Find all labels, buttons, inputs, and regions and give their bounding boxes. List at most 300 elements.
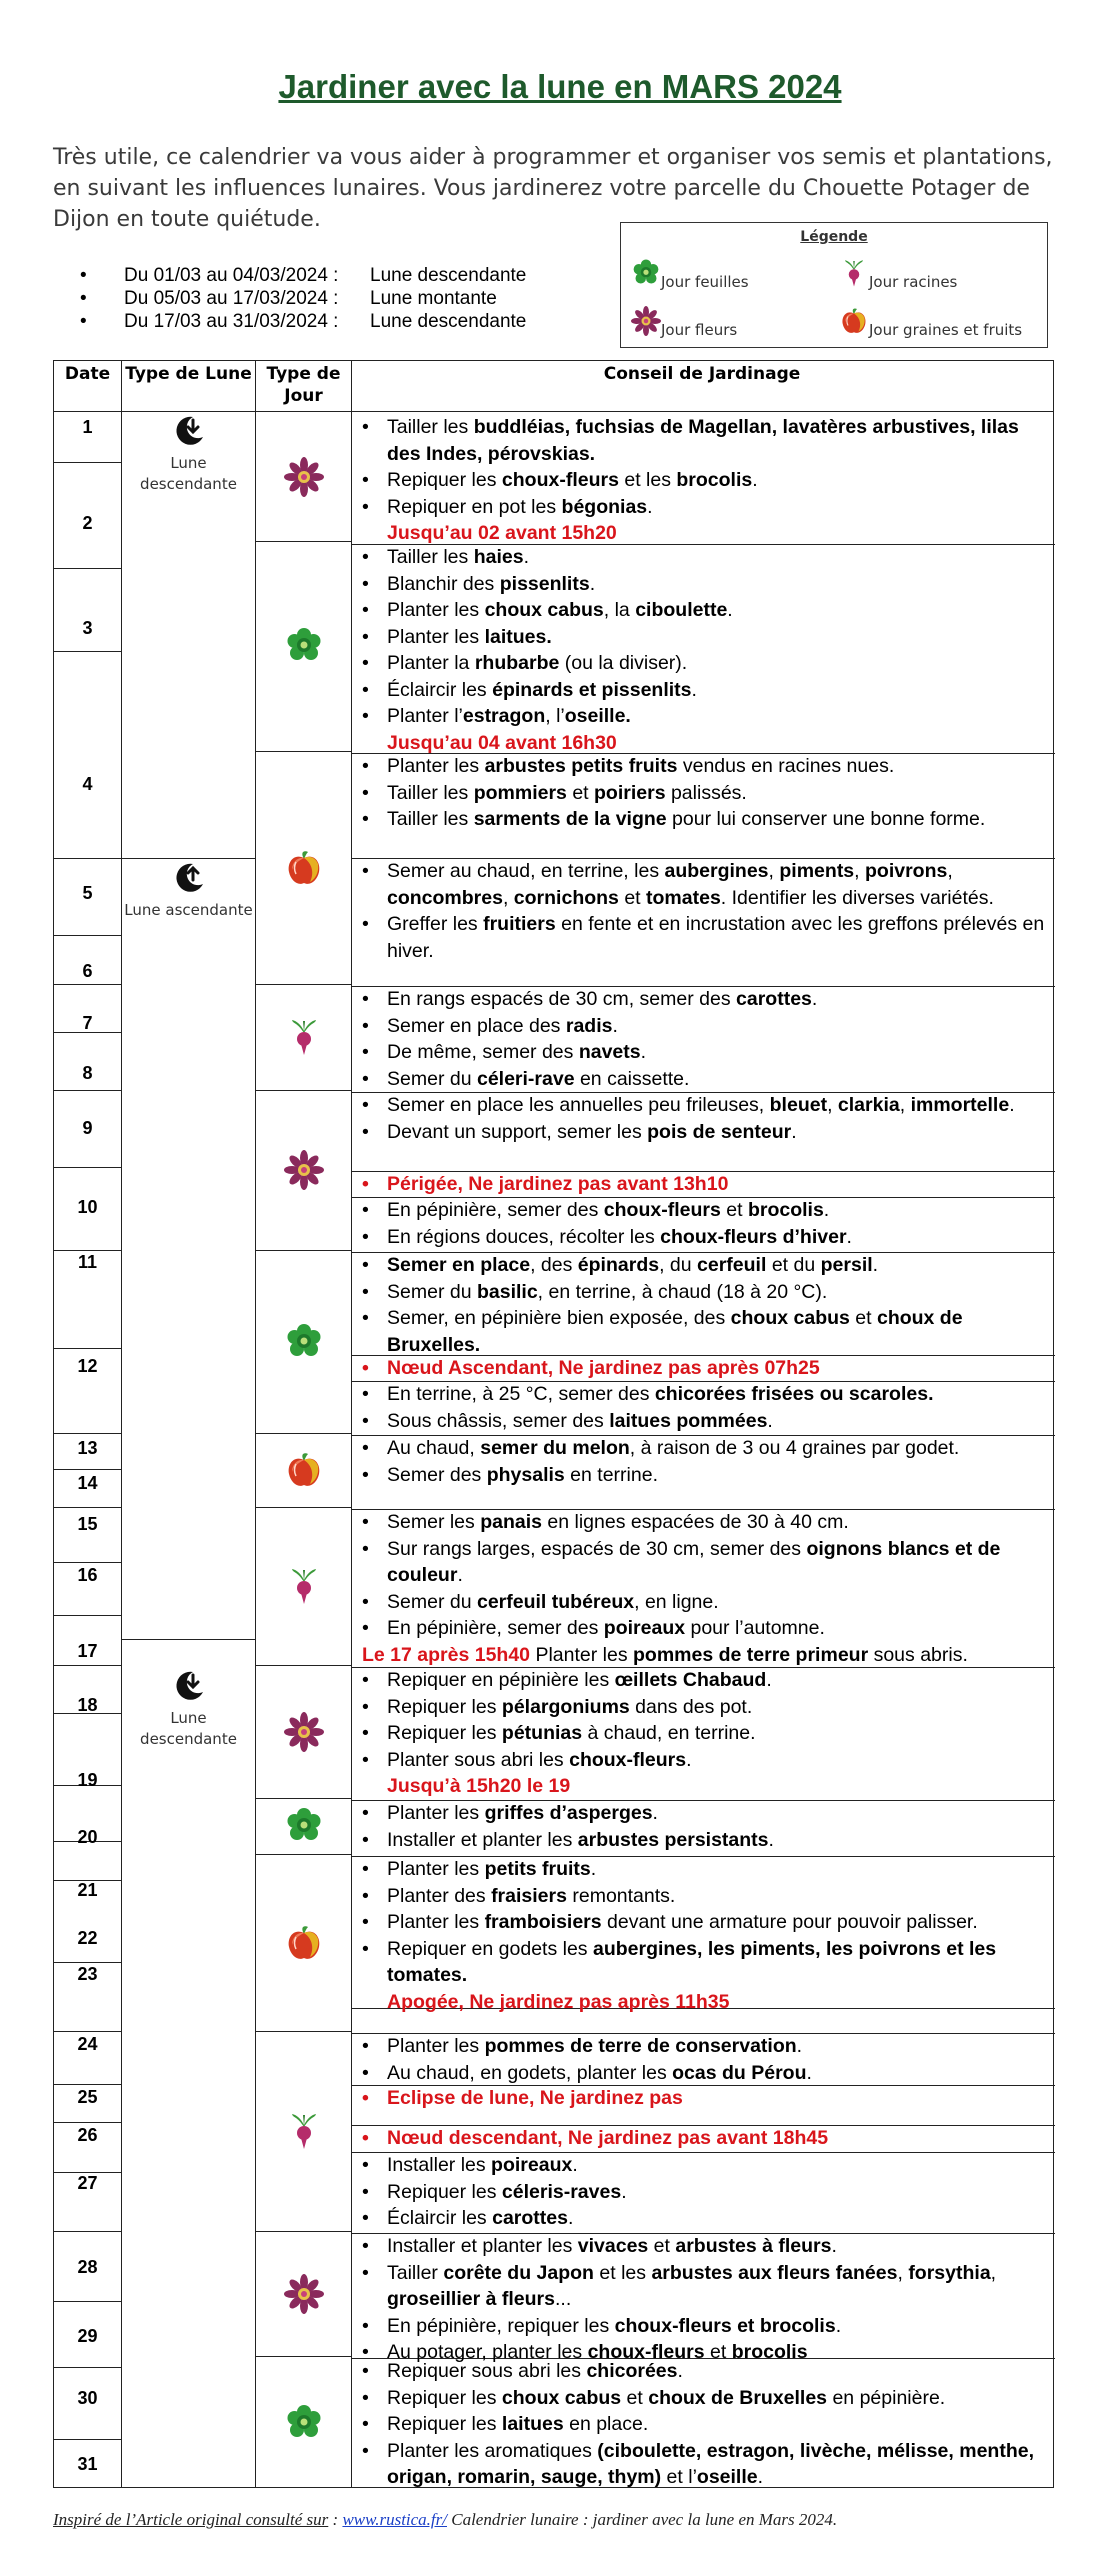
advice-text: et du <box>766 1254 821 1276</box>
advice-text: , <box>899 1094 911 1116</box>
fruit-day-icon <box>839 306 869 336</box>
date-cell: 1 <box>82 417 93 437</box>
advice-emphasis: épinards <box>577 1254 660 1276</box>
row-divider <box>54 1665 121 1666</box>
advice-item <box>354 1509 1048 1536</box>
advice-text: en pépinière. <box>827 2386 946 2409</box>
root-day-icon <box>284 1017 324 1057</box>
advice-item <box>354 1720 1048 1747</box>
row-divider <box>54 1348 121 1349</box>
advice-emphasis: brocolis <box>747 1199 824 1221</box>
advice-emphasis: physalis <box>486 1463 565 1486</box>
header-moon-type: Type de Lune <box>125 364 252 384</box>
advice-text: . <box>589 572 596 595</box>
row-divider <box>54 2084 121 2085</box>
advice-text: . <box>612 1014 618 1037</box>
advice-text: . <box>766 1669 772 1691</box>
moon-cell <box>122 411 255 495</box>
date-cell: 21 <box>77 1880 98 1900</box>
advice-text: Repiquer en godets les <box>387 1937 593 1960</box>
advice-emphasis: cerfeuil <box>697 1254 767 1276</box>
advice-text: Blanchir des <box>387 572 500 595</box>
advice-cell <box>354 1092 1048 1145</box>
advice-emphasis: pommes de terre primeur <box>633 1643 869 1666</box>
day-type-cell <box>256 412 351 541</box>
advice-text: En rangs espacés de 30 cm, semer des <box>387 988 737 1010</box>
advice-emphasis: piments <box>779 860 855 882</box>
advice-item <box>354 677 1048 704</box>
row-divider <box>54 1167 121 1168</box>
advice-cell <box>354 1667 1048 1800</box>
advice-text: . <box>767 1409 773 1432</box>
advice-emphasis: brocolis <box>676 469 753 491</box>
flower-day-icon <box>631 306 661 336</box>
advice-text: Installer les <box>387 2154 492 2176</box>
advice-text: . <box>1009 1094 1015 1116</box>
advice-emphasis: bégonias <box>561 495 648 518</box>
advice-emphasis: oignons blancs et de couleur <box>387 1537 1001 1586</box>
advice-emphasis: fraisiers <box>491 1884 567 1907</box>
moon-label: Lune ascendante <box>124 901 253 919</box>
advice-cell <box>354 1856 1048 2015</box>
advice-text: , <box>502 886 514 909</box>
header-date: Date <box>64 364 111 384</box>
advice-emphasis: arbustes à fleurs <box>675 2235 832 2257</box>
advice-emphasis: pétunias <box>501 1722 583 1744</box>
advice-item <box>354 1909 1048 1936</box>
fruit-day-icon <box>284 1923 324 1963</box>
column-divider <box>351 361 352 2487</box>
advice-item <box>354 544 1048 571</box>
advice-item <box>354 1936 1048 1989</box>
advice-emphasis: buddléias, fuchsias de Magellan, lavatères arbustives, lilas des Indes, pérovskias. <box>387 416 1019 465</box>
advice-cell <box>354 2085 1048 2112</box>
row-divider <box>54 858 121 859</box>
advice-emphasis: basilic <box>476 1280 538 1303</box>
advice-emphasis: poireaux <box>603 1617 686 1639</box>
row-divider <box>54 1090 121 1091</box>
date-cell: 3 <box>82 618 93 638</box>
advice-emphasis: navets <box>578 1041 641 1063</box>
advice-text: . <box>572 2154 578 2176</box>
day-type-cell <box>256 751 351 984</box>
advice-item <box>354 1667 1048 1694</box>
advice-emphasis: estragon <box>462 705 546 727</box>
date-cell: 31 <box>77 2454 98 2474</box>
row-divider <box>54 2231 121 2232</box>
advice-item <box>354 2411 1048 2438</box>
date-cell: 5 <box>82 883 93 903</box>
advice-text: . <box>647 495 653 518</box>
advice-item <box>354 494 1048 521</box>
advice-emphasis: poireaux <box>491 2154 573 2176</box>
fruit-day-icon <box>284 1450 324 1490</box>
date-cell: 28 <box>77 2257 98 2277</box>
advice-emphasis: choux de Bruxelles. <box>387 1307 963 1356</box>
descending-moon-icon <box>169 411 209 451</box>
advice-text: Sur rangs larges, espacés de 30 cm, semer des <box>387 1537 807 1560</box>
advice-text: Semer du <box>387 1280 477 1303</box>
warning-note: • Nœud descendant, Ne jardinez pas avant 18h45 <box>354 2125 1048 2152</box>
moon-periods-list <box>80 264 526 333</box>
legend-box <box>620 222 1048 348</box>
advice-item <box>354 1589 1048 1616</box>
descending-moon-icon <box>169 1666 209 1706</box>
advice-item <box>354 2233 1048 2260</box>
advice-text: . <box>652 1802 658 1824</box>
advice-text: Planter sous abri les <box>387 1748 570 1771</box>
advice-text: Repiquer les <box>387 2386 502 2409</box>
advice-emphasis: cerfeuil tubéreux <box>476 1590 635 1613</box>
advice-text: Installer et planter les <box>387 1828 578 1851</box>
advice-emphasis: (ciboulette, estragon, livèche, mélisse, menthe, origan, romarin, sauge, thym) <box>387 2439 1035 2488</box>
advice-text: Planter des <box>387 1884 492 1907</box>
note-text: Le 17 après 15h40 <box>362 1643 531 1666</box>
advice-emphasis: laitues pommées <box>609 1409 768 1432</box>
advice-text: Installer et planter les <box>387 2235 578 2257</box>
footer-article-title: Calendrier lunaire : jardiner avec la lune en Mars 2024. <box>447 2510 838 2529</box>
advice-item <box>354 1197 1048 1224</box>
period-item <box>80 287 526 310</box>
date-cell: 27 <box>77 2173 98 2193</box>
advice-text: et l’ <box>661 2466 697 2488</box>
legend-leaf-day <box>631 255 749 291</box>
advice-text: . <box>752 469 758 491</box>
advice-text: . <box>523 546 529 568</box>
advice-text: et <box>621 2386 649 2409</box>
advice-emphasis: ocas du Pérou <box>672 2061 807 2084</box>
advice-item <box>354 1092 1048 1119</box>
moon-cell <box>122 1666 255 1750</box>
advice-text: en place. <box>563 2413 649 2435</box>
day-type-cell <box>256 2031 351 2231</box>
advice-emphasis: choux-fleurs <box>603 1199 721 1221</box>
advice-text: et <box>704 2341 732 2363</box>
flower-day-icon <box>284 1712 324 1752</box>
leaf-day-icon <box>284 1806 324 1846</box>
advice-text: . Identifier les diverses variétés. <box>720 886 994 909</box>
flower-day-icon <box>284 457 324 497</box>
warning-note: • Nœud Ascendant, Ne jardinez pas après 07h25 <box>354 1355 1048 1382</box>
moon-label: Lune descendante <box>140 1709 237 1748</box>
column-divider <box>121 361 122 2487</box>
advice-text: Au chaud, en godets, planter les <box>387 2061 673 2084</box>
period-dates: Du 01/03 au 04/03/2024 : <box>124 265 339 286</box>
advice-text: ... <box>555 2288 572 2310</box>
legend-flower-label: Jour fleurs <box>661 321 738 339</box>
advice-cell <box>354 1197 1048 1250</box>
advice-item <box>354 1856 1048 1883</box>
advice-item <box>354 911 1048 964</box>
advice-text: . <box>831 2235 837 2257</box>
row-divider <box>54 1562 121 1563</box>
note-text: Jusqu’au 04 avant 16h30 <box>387 731 617 754</box>
advice-emphasis: fruitiers <box>483 913 556 935</box>
moon-cell <box>122 858 255 921</box>
advice-text: . <box>768 1828 774 1851</box>
advice-item <box>354 1381 1048 1408</box>
date-cell: 22 <box>77 1928 98 1948</box>
advice-text: Sous châssis, semer des <box>387 1409 610 1432</box>
advice-emphasis: persil <box>820 1254 873 1276</box>
advice-emphasis: chicorées <box>586 2360 678 2382</box>
advice-cell <box>354 2152 1048 2232</box>
advice-text: Repiquer les <box>387 1722 502 1744</box>
advice-emphasis: arbustes aux fleurs fanées <box>651 2261 898 2284</box>
advice-item <box>354 1883 1048 1910</box>
advice-cell <box>354 858 1048 964</box>
advice-emphasis: clarkia <box>837 1094 900 1116</box>
advice-text: Planter l’ <box>387 705 463 727</box>
advice-text: dans des pot. <box>629 1695 753 1718</box>
advice-emphasis: immortelle <box>910 1094 1010 1116</box>
advice-text: Tailler les <box>387 546 474 568</box>
advice-text: En pépinière, semer des <box>387 1617 604 1639</box>
advice-item <box>354 414 1048 467</box>
advice-text: et <box>648 2235 676 2257</box>
advice-item <box>354 1039 1048 1066</box>
period-dates: Du 05/03 au 17/03/2024 : <box>124 288 339 309</box>
advice-emphasis: corête du Japon <box>443 2261 594 2284</box>
advice-text: Repiquer sous abri les <box>387 2360 587 2382</box>
advice-item <box>354 1066 1048 1093</box>
advice-text: et les <box>593 2261 652 2284</box>
advice-text: . <box>727 599 733 621</box>
advice-item <box>354 1536 1048 1589</box>
advice-text: . <box>791 1120 797 1143</box>
advice-emphasis: choux-fleurs et brocolis <box>614 2314 836 2337</box>
advice-emphasis: arbustes persistants <box>577 1828 769 1851</box>
advice-emphasis: choux cabus <box>501 2386 622 2409</box>
row-divider <box>54 984 121 985</box>
advice-emphasis: œillets Chabaud <box>614 1669 767 1691</box>
date-cell: 19 <box>77 1770 98 1790</box>
advice-text: pour l’automne. <box>685 1617 825 1639</box>
advice-emphasis: poivrons <box>865 860 948 882</box>
leaf-day-icon <box>631 258 661 288</box>
advice-text: Devant un support, semer les <box>387 1120 648 1143</box>
advice-emphasis: ciboulette <box>635 599 728 621</box>
advice-text: . <box>872 1254 879 1276</box>
advice-text: Éclaircir les <box>387 2207 493 2229</box>
row-divider <box>54 1250 121 1251</box>
advice-emphasis: choux-fleurs <box>569 1748 687 1771</box>
advice-text: Tailler les <box>387 416 474 438</box>
advice-item <box>354 753 1048 780</box>
advice-text: Planter les <box>387 2035 485 2057</box>
advice-item <box>354 2313 1048 2340</box>
advice-item <box>354 597 1048 624</box>
advice-emphasis: oseille. <box>564 705 631 727</box>
advice-item <box>354 1252 1048 1279</box>
date-cell: 11 <box>77 1252 98 1272</box>
advice-emphasis: griffes d’asperges <box>484 1802 653 1824</box>
date-cell: 13 <box>77 1438 98 1458</box>
date-cell: 2 <box>82 513 93 533</box>
advice-item <box>354 1800 1048 1827</box>
day-type-cell <box>256 1798 351 1854</box>
advice-emphasis: épinards et pissenlits <box>492 678 692 701</box>
day-type-cell <box>256 1250 351 1433</box>
advice-cell <box>354 1171 1048 1198</box>
advice-item <box>354 2358 1048 2385</box>
calendar-table <box>53 360 1054 2488</box>
header-day-type: Type de Jour <box>266 364 341 406</box>
period-item <box>80 264 526 287</box>
date-cell: 16 <box>77 1565 98 1585</box>
advice-emphasis: semer du melon <box>480 1437 630 1459</box>
advice-text: En terrine, à 25 °C, semer des <box>387 1383 655 1405</box>
advice-text: Semer en place des <box>387 1014 566 1037</box>
advice-emphasis: aubergines <box>664 860 769 882</box>
advice-item <box>354 624 1048 651</box>
advice-text: , des <box>530 1254 578 1276</box>
date-cell: 29 <box>77 2326 98 2346</box>
advice-text: sous abris. <box>868 1643 968 1666</box>
advice-text: , l’ <box>545 705 565 727</box>
advice-item <box>354 1435 1048 1462</box>
intro-text: Très utile, ce calendrier va vous aider à programmer et organiser vos semis et plantations, en suivant les influences lunaires. Vous jardinerez votre parcelle du Chouette Potager de Dijon en toute quiétude. <box>53 145 1053 232</box>
advice-emphasis: groseillier à fleurs <box>387 2288 555 2310</box>
advice-text: Semer du <box>387 1590 477 1613</box>
legend-title: Légende <box>800 229 868 245</box>
advice-text: Tailler les <box>387 808 474 830</box>
advice-item <box>354 1305 1048 1358</box>
date-cell: 18 <box>77 1695 98 1715</box>
period-item <box>80 310 526 333</box>
advice-item <box>354 1462 1048 1489</box>
advice-text: (ou la diviser). <box>559 652 688 674</box>
advice-text: , <box>768 860 780 882</box>
period-dates: Du 17/03 au 31/03/2024 : <box>124 311 339 332</box>
advice-text: , <box>854 860 865 882</box>
advice-cell <box>354 1509 1048 1668</box>
row-divider <box>54 568 121 569</box>
advice-cell <box>354 1355 1048 1382</box>
advice-item <box>354 1747 1048 1774</box>
advice-emphasis: pissenlits <box>499 572 590 595</box>
advice-emphasis: oseille <box>696 2466 758 2488</box>
advice-text: Au chaud, <box>387 1437 481 1459</box>
row-divider <box>54 2439 121 2440</box>
page-title: Jardiner avec la lune en MARS 2024 <box>278 68 842 105</box>
advice-emphasis: pommes de terre de conservation <box>484 2035 797 2057</box>
row-divider <box>54 935 121 936</box>
advice-emphasis: céleris-raves <box>501 2180 622 2203</box>
advice-item <box>354 571 1048 598</box>
advice-text: Planter les <box>530 1643 633 1666</box>
date-cell: 14 <box>77 1473 98 1493</box>
advice-text: , en terrine, à chaud (18 à 20 °C). <box>537 1280 828 1303</box>
advice-cell <box>354 544 1048 756</box>
advice-text: Semer au chaud, en terrine, les <box>387 860 665 882</box>
advice-emphasis: rhubarbe <box>474 652 560 674</box>
advice-text: . <box>811 988 818 1010</box>
advice-cell <box>354 1800 1048 1853</box>
advice-emphasis: choux-fleurs <box>587 2341 705 2363</box>
advice-emphasis: Semer en place <box>387 1254 531 1276</box>
advice-text: Planter les <box>387 625 485 648</box>
advice-text: Tailler les <box>387 781 474 804</box>
footer-source-link[interactable]: www.rustica.fr/ <box>342 2510 447 2529</box>
advice-cell <box>354 2358 1048 2491</box>
advice-text: Planter les <box>387 755 485 777</box>
date-cell: 7 <box>82 1013 93 1033</box>
row-divider <box>54 2122 121 2123</box>
advice-emphasis: choux de Bruxelles <box>648 2386 828 2409</box>
date-cell: 20 <box>77 1827 98 1847</box>
warning-note: • Eclipse de lune, Ne jardinez pas <box>354 2085 1048 2112</box>
advice-text: En pépinière, repiquer les <box>387 2314 615 2337</box>
date-cell: 17 <box>77 1641 98 1661</box>
advice-text: et <box>566 781 595 804</box>
advice-text: et les <box>618 469 677 491</box>
row-divider <box>54 2301 121 2302</box>
advice-item <box>354 780 1048 807</box>
advice-text: . <box>796 2035 803 2057</box>
advice-item <box>354 703 1048 730</box>
advice-cell <box>354 2233 1048 2366</box>
advice-emphasis: aubergines, les piments, les poivrons et les tomates. <box>387 1937 997 1986</box>
date-cell: 23 <box>77 1964 98 1984</box>
advice-text: remontants. <box>566 1884 676 1907</box>
advice-text: . <box>640 1041 647 1063</box>
advice-emphasis: choux-fleurs d’hiver <box>660 1225 847 1248</box>
advice-emphasis: pommiers <box>473 781 567 804</box>
advice-text: Planter les <box>387 599 485 621</box>
advice-emphasis: haies <box>473 546 524 568</box>
advice-item <box>354 2060 1048 2087</box>
advice-item <box>354 806 1048 833</box>
advice-text: . <box>457 1564 463 1586</box>
row-divider <box>54 2367 121 2368</box>
advice-text: . <box>686 1748 692 1771</box>
advice-emphasis: forsythia <box>908 2261 991 2284</box>
footer-credit <box>53 2510 837 2530</box>
advice-text: . <box>677 2360 683 2382</box>
advice-text: Semer du <box>387 1067 477 1090</box>
advice-item <box>354 2438 1048 2491</box>
advice-emphasis: framboisiers <box>484 1911 602 1933</box>
advice-text: Semer en place les annuelles peu frileuses, <box>387 1094 770 1116</box>
row-divider <box>54 2031 121 2032</box>
advice-text: Planter les <box>387 1858 485 1880</box>
advice-emphasis: poiriers <box>594 781 666 804</box>
advice-text: palissés. <box>665 781 747 804</box>
advice-text: . <box>835 2314 842 2337</box>
advice-text: . <box>621 2180 627 2203</box>
date-cell: 4 <box>82 774 93 794</box>
advice-item <box>354 1224 1048 1251</box>
advice-text: , à raison de 3 ou 4 graines par godet. <box>629 1437 960 1459</box>
advice-cell <box>354 414 1048 547</box>
flower-day-icon <box>284 1150 324 1190</box>
advice-text: en terrine. <box>564 1463 658 1486</box>
moon-label: Lune descendante <box>140 454 237 493</box>
advice-cell <box>354 1252 1048 1358</box>
advice-item <box>354 1279 1048 1306</box>
footer-source-label: Inspiré de l’Article original consulté sur <box>53 2510 329 2529</box>
advice-item <box>354 2205 1048 2232</box>
root-day-icon <box>284 2111 324 2151</box>
advice-cell <box>354 986 1048 1092</box>
advice-item <box>354 1119 1048 1146</box>
leaf-day-icon <box>284 1322 324 1362</box>
advice-text: Planter les <box>387 1802 485 1824</box>
advice-emphasis: vivaces <box>577 2235 649 2257</box>
date-cell: 24 <box>77 2034 98 2054</box>
advice-text: Greffer les <box>387 913 484 935</box>
